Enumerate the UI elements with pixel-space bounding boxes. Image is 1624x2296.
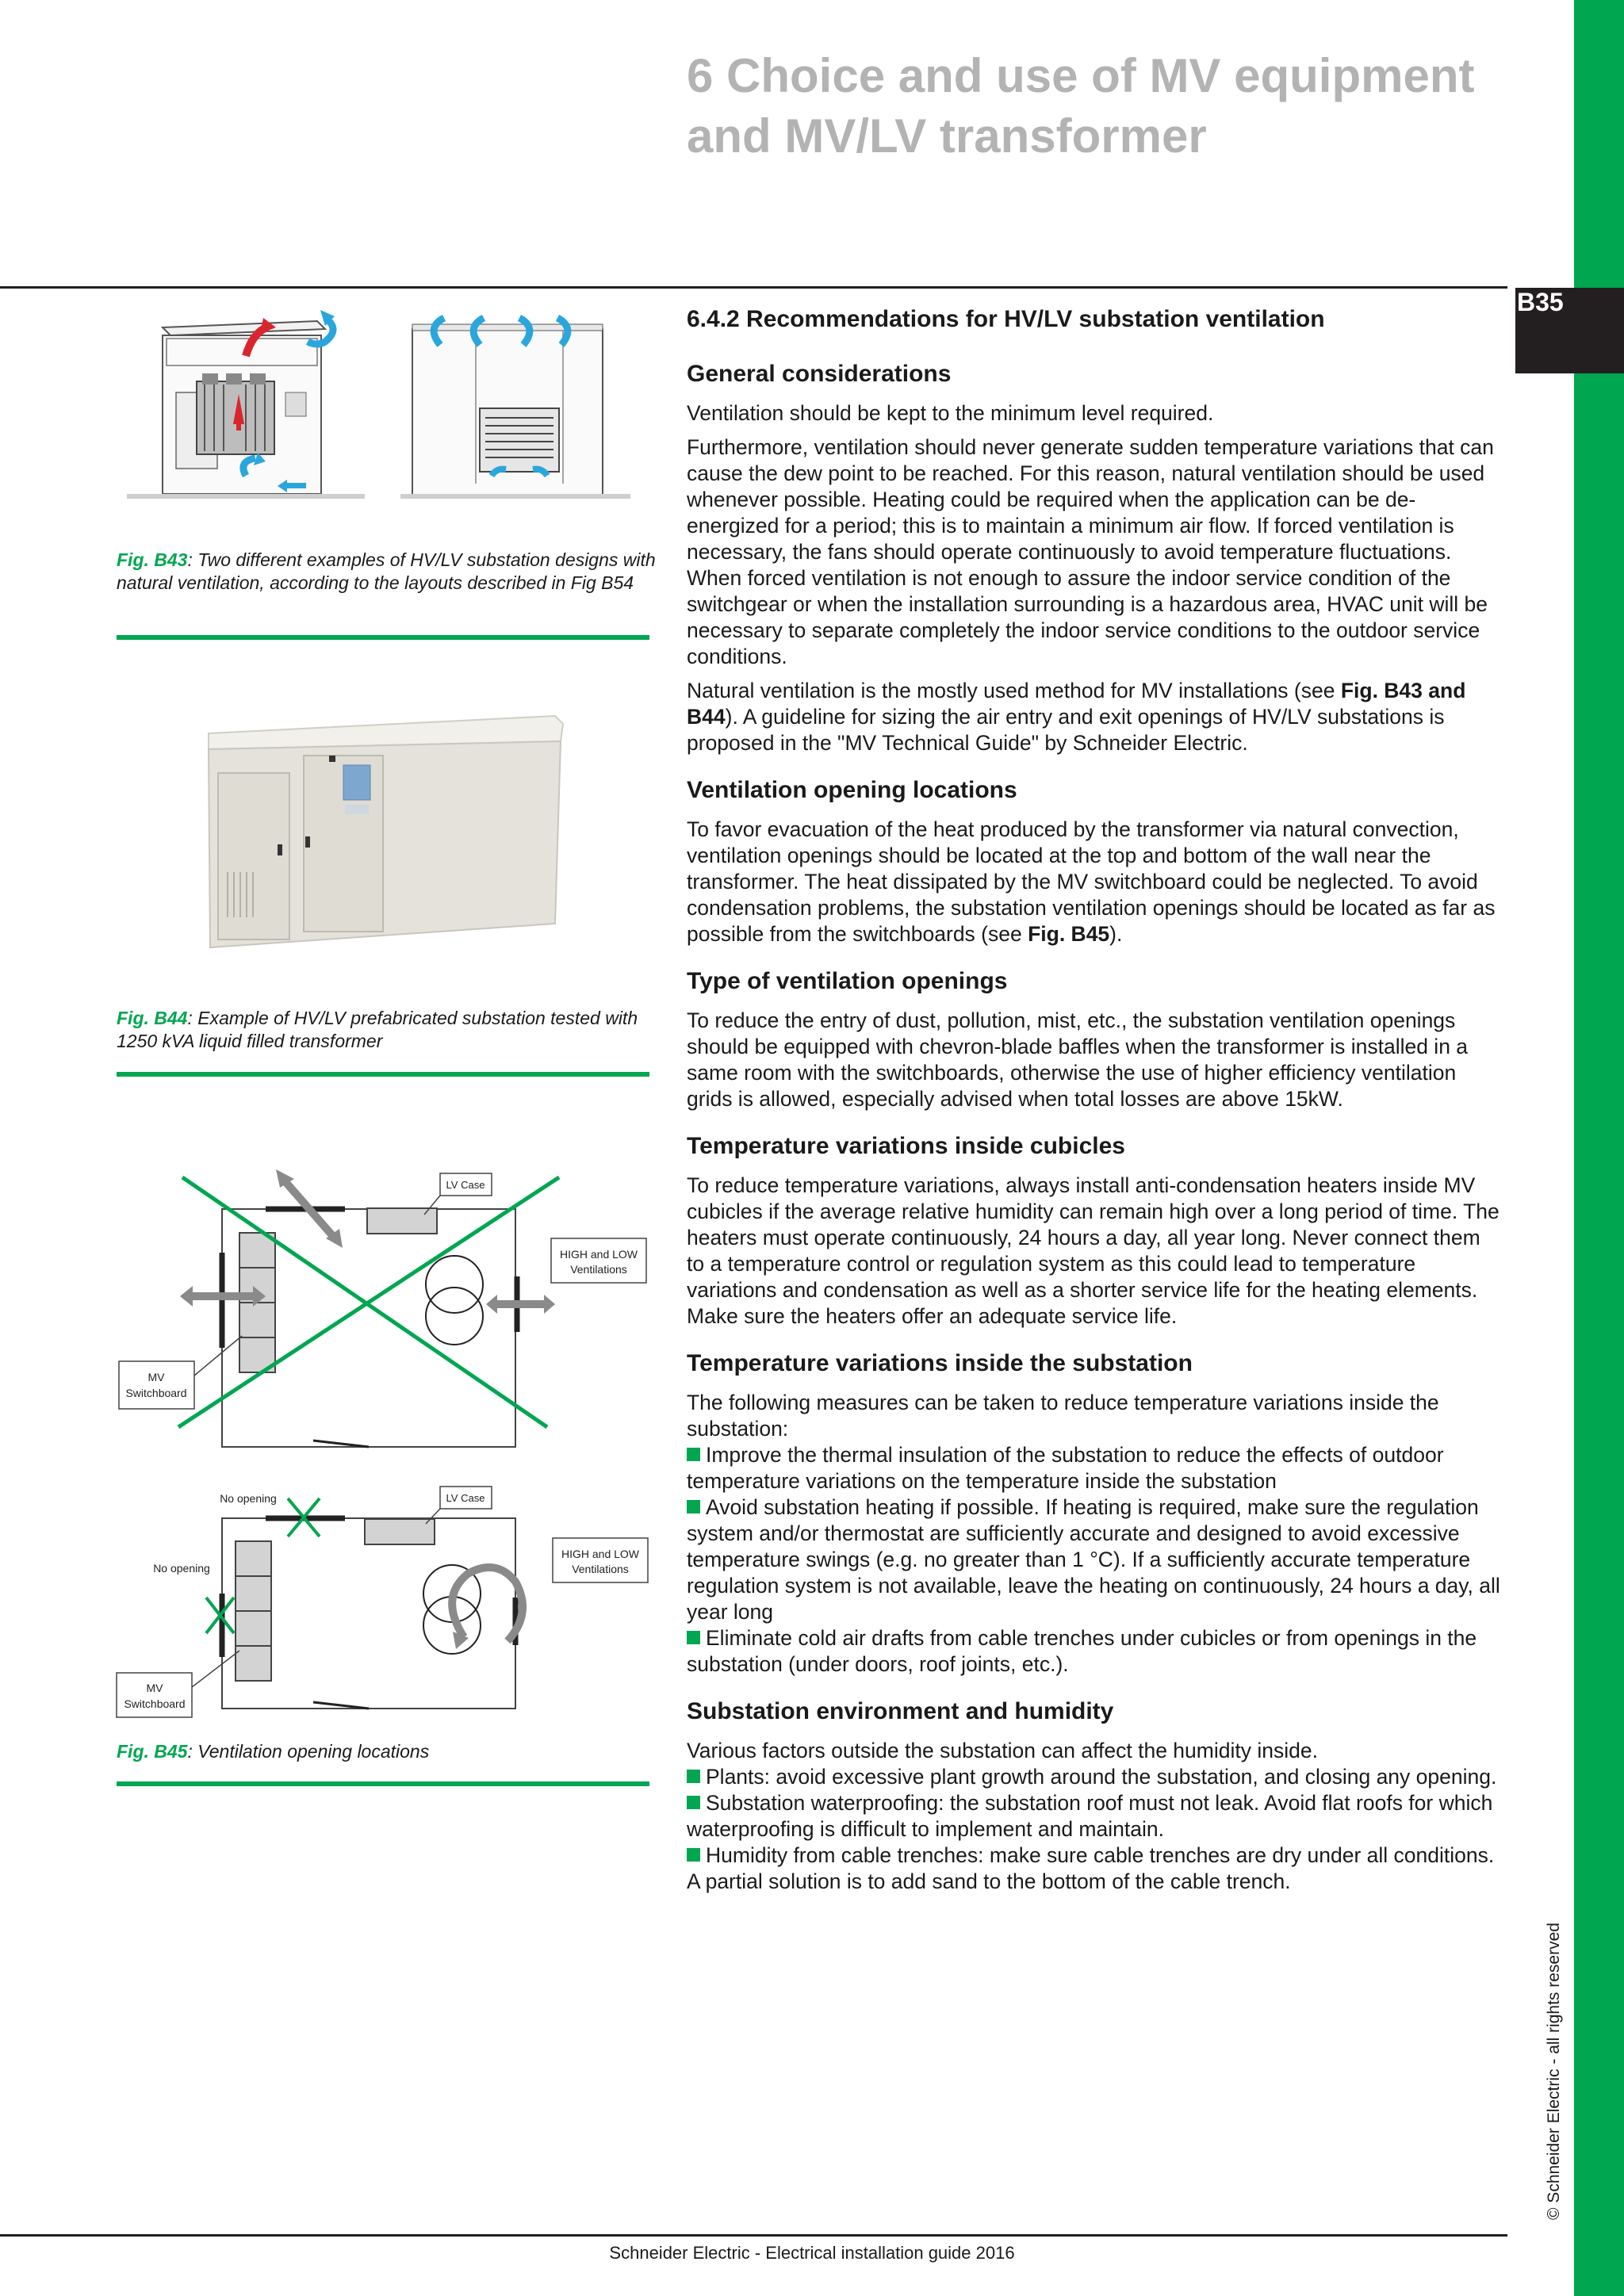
bullet-icon [687,1500,700,1513]
mv-label-top-1: MV [147,1371,165,1383]
general-p3: Natural ventilation is the mostly used method for MV installations (see Fig. B43 and B44). A guideline for sizing the air entry and exit openings of HV/LV substations is proposed in the "MV Technical Guide" by Schneider Electric. [687,679,1466,755]
fig-b45-caption [117,1740,656,1763]
no-opening-label-top: No opening [220,1492,277,1505]
footer-rule [0,2234,1507,2237]
page-footer: Schneider Electric - Electrical installation guide 2016 [609,2243,1015,2263]
chapter-title-line2: and MV/LV transformer [687,109,1207,163]
mv-label-top-2: Switchboard [125,1387,187,1399]
fig-ref-b43-b44: Fig. B43 and B44 [687,679,1466,729]
high-low-label-top-1: HIGH and LOW [559,1248,638,1261]
locations-paragraph: To favor evacuation of the heat produced by the transformer via natural convection, ventilation openings should be located at the top and bottom of the wall near the transformer. The heat dissipated by the MV switchboard could be neglected. To avoid condensation problems, the substation ventilation openings should be located as far as possible from the switchboards (see Fig. B45). [687,817,1496,946]
substation-right-section [400,318,630,499]
fig-b43-caption [117,549,656,595]
lv-case-label-bottom: LV Case [446,1492,485,1504]
fig-b43-drawing [127,305,642,511]
chapter-title-line1: 6 Choice and use of MV equipment [687,49,1475,102]
plan-bad-layout [119,1169,646,1447]
chapter-title [687,46,1559,166]
environment-list: Various factors outside the substation can affect the humidity inside. Plants: avoid excessive plant growth around the substation, and closing any opening. Substation waterproofing: the substation roof must not leak. Avoid flat roofs for which waterproofing is difficult to implement and maintain. Humidity from cable trenches: make sure cable trenches are dry under all conditions. A partial solution is to add sand to the bottom of the cable trench. [687,1739,1497,1893]
header-rule [0,286,1507,289]
cubicles-heading: Temperature variations inside cubicles [687,1133,1125,1159]
high-low-label-bottom-1: HIGH and LOW [561,1548,640,1560]
section-title: 6.4.2 Recommendations for HV/LV substation ventilation [687,306,1325,332]
fig-b43-label: Fig. B43 [117,549,188,570]
fig-b45-drawing [115,1165,654,1728]
bullet-icon [687,1448,700,1461]
substation-temp-intro: The following measures can be taken to reduce temperature variations inside the substation: Improve the thermal insulation of the substation to reduce the effects of outdoor temperature variations on the temperature inside the substation Avoid substation heating if possible. If heating is required, make sure the regulation system and/or thermostat are sufficiently accurate and designed to avoid excessive temperature swings (e.g. no greater than 1 °C). If a sufficiently accurate temperature regulation system is not available, leave the heating on continuously, 24 hours a day, all year long Eliminate cold air drafts from cable trenches under cubicles or from openings in the substation (under doors, roof joints, etc.). [687,1391,1500,1676]
fig-b44-label: Fig. B44 [117,1008,188,1028]
general-p1: Ventilation should be kept to the minimum level required. [687,401,1214,425]
fig-b44-photo [194,710,567,955]
main-text-column [687,304,1503,1903]
plan-good-layout [117,1487,648,1717]
ventilation-types-heading: Type of ventilation openings [687,968,1008,994]
fig-b43-text: : Two different examples of HV/LV substation designs with natural ventilation, according to the layouts described in Fig B54 [117,549,656,593]
fig-b44-caption [117,1007,656,1053]
fig-b44-text: : Example of HV/LV prefabricated substation tested with 1250 kVA liquid filled transformer [117,1008,638,1051]
bullet-icon [687,1796,700,1809]
high-low-label-bottom-2: Ventilations [572,1563,629,1575]
substation-temperature-heading: Temperature variations inside the substation [687,1350,1193,1376]
bullet-icon [687,1770,700,1783]
fig-b45-label: Fig. B45 [117,1741,188,1762]
types-paragraph: To reduce the entry of dust, pollution, mist, etc., the substation ventilation openings should be equipped with chevron-blade baffles when the transformer is installed in a same room with the switchboards, otherwise the use of higher efficiency ventilation grids is allowed, especially advised when total losses are above 15kW. [687,1008,1469,1111]
general-considerations-heading: General considerations [687,361,952,387]
page-number-tab: B35 [1515,288,1624,373]
fig-b45-rule [117,1781,649,1786]
general-p2: Furthermore, ventilation should never generate sudden temperature variations that can cause the dew point to be reached. For this reason, natural ventilation should be used whenever possible. Heating could be required when the application can be de-energized for a period; this is to maintain a minimum air flow. If forced ventilation is necessary, the fans should operate continuously to avoid temperature fluctuations. When forced ventilation is not enough to assure the indoor service condition of the switchgear or when the installation surrounding is a hazardous area, HVAC unit will be necessary to separate completely the indoor service conditions to the outdoor service conditions. [687,435,1494,668]
substation-left-section [127,310,365,499]
ventilation-locations-heading: Ventilation opening locations [687,777,1017,803]
cubicles-paragraph: To reduce temperature variations, always install anti-condensation heaters inside MV cubicles if the average relative humidity can remain high over a long period of time. The heaters must operate continuously, 24 hours a day, all year long. Never connect them to a temperature control or regulation system as this could lead to temperature variations and condensation as well as a shorter service life for the heating elements. Make sure the heaters offer an adequate service life. [687,1173,1500,1328]
bullet-icon [687,1848,700,1862]
fig-b43-rule [117,635,649,640]
lv-case-label-top: LV Case [446,1179,485,1191]
fig-b44-rule [117,1072,649,1077]
no-opening-label-left: No opening [153,1562,210,1575]
copyright-notice: © Schneider Electric - all rights reserved [1545,1923,1563,2220]
fig-b45-text: : Ventilation opening locations [187,1741,430,1762]
bullet-icon [687,1631,700,1644]
high-low-label-top-2: Ventilations [570,1263,627,1276]
mv-label-bottom-2: Switchboard [124,1697,186,1710]
fig-ref-b45: Fig. B45 [1028,922,1110,946]
environment-heading: Substation environment and humidity [687,1698,1114,1724]
mv-label-bottom-1: MV [146,1682,163,1694]
